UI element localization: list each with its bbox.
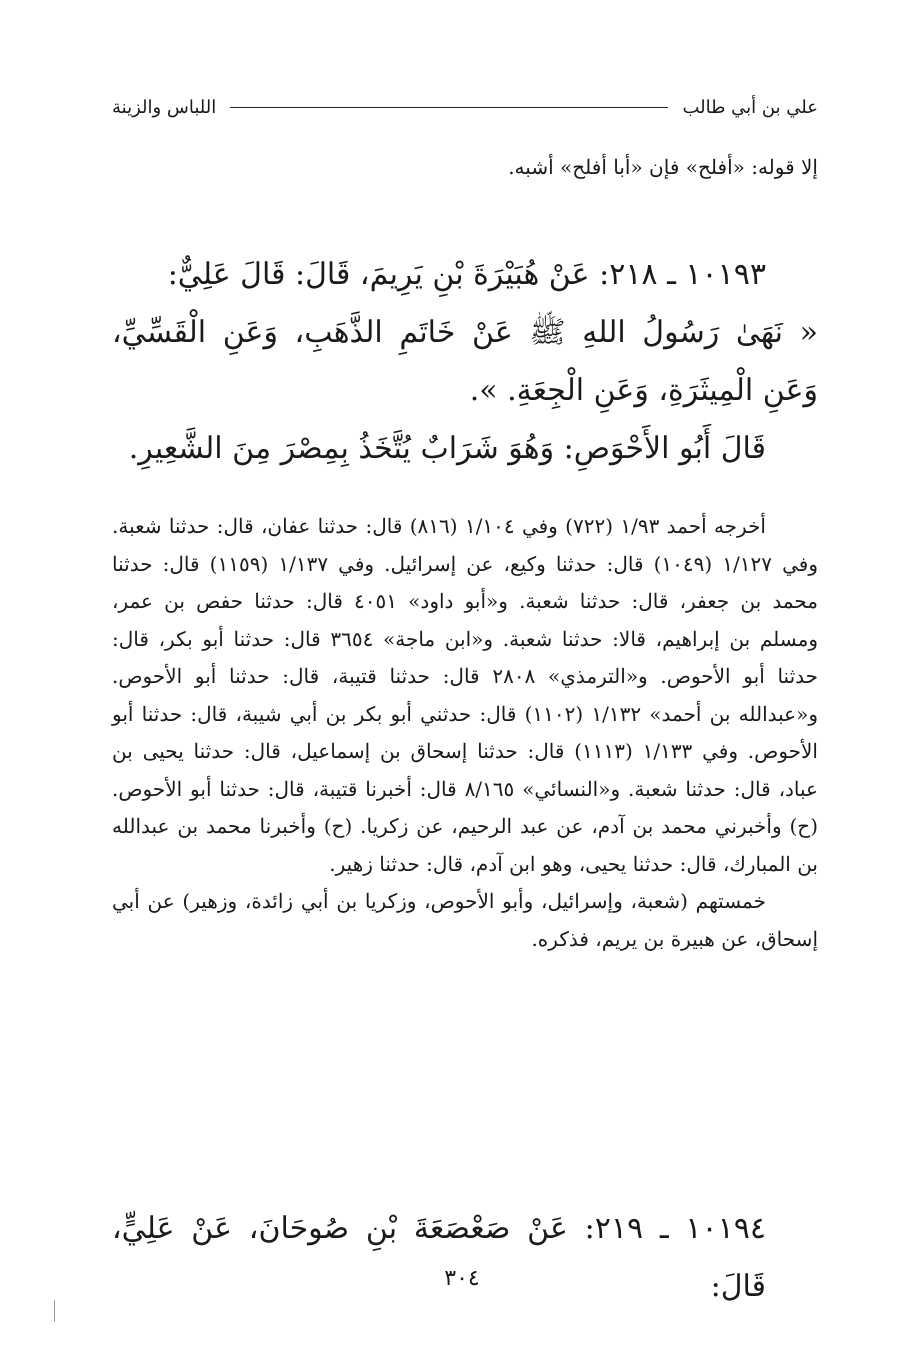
takhrij-paragraph-2: خمستهم (شعبة، وإسرائيل، وأبو الأحوص، وزكريا بن أبي زائدة، وزهير) عن أبي إسحاق، عن هبيرة بن يريم، فذكره.	[112, 889, 818, 951]
header-author: علي بن أبي طالب	[682, 96, 818, 118]
running-header	[112, 92, 818, 122]
hadith-10193-commentary: قَالَ أَبُو الأَحْوَصِ: وَهُوَ شَرَابٌ يُتَّخَذُ بِمِصْرَ مِنَ الشَّعِيرِ.	[128, 431, 766, 466]
hadith-10193-chain: ١٠١٩٣ ـ ٢١٨: عَنْ هُبَيْرَةَ بْنِ يَرِيمَ، قَالَ: قَالَ عَلِيٌّ:	[167, 257, 766, 292]
hadith-10194	[112, 1200, 818, 1316]
hadith-10194-chain: ١٠١٩٤ ـ ٢١٩: عَنْ صَعْصَعَةَ بْنِ صُوحَانَ، عَنْ عَلِيٍّ، قَالَ:	[112, 1211, 766, 1304]
intro-line: إلا قوله: «أفلح» فإن «أبا أفلح» أشبه.	[508, 155, 818, 179]
page-number: ٣٠٤	[444, 1266, 480, 1291]
header-rule	[230, 107, 668, 108]
scan-margin-mark	[54, 1300, 55, 1322]
takhrij-notes	[112, 508, 818, 958]
hadith-10193-text: « نَهَىٰ رَسُولُ اللهِ ﷺ عَنْ خَاتَمِ الذَّهَبِ، وَعَنِ الْقَسِّيِّ، وَعَنِ الْمِيثَرَةِ، وَعَنِ الْجِعَةِ. ».	[112, 315, 818, 408]
header-topic: اللباس والزينة	[112, 96, 217, 118]
hadith-10193	[112, 246, 818, 478]
takhrij-paragraph-1: أخرجه أحمد ١/٩٣ (٧٢٢) وفي ١/١٠٤ (٨١٦) قال: حدثنا عفان، قال: حدثنا شعبة. وفي ١/١٢٧ (١٠٤٩) قال: حدثنا وكيع، عن إسرائيل. وفي ١/١٣٧ (١١٥٩) قال: حدثنا محمد بن جعفر، قال: حدثنا شعبة. و«أبو داود» ٤٠٥١ قال: حدثنا حفص بن عمر، ومسلم بن إبراهيم، قالا: حدثنا شعبة. و«ابن ماجة» ٣٦٥٤ قال: حدثنا أبو بكر، قال: حدثنا أبو الأحوص. و«الترمذي» ٢٨٠٨ قال: حدثنا قتيبة، قال: حدثنا أبو الأحوص. و«عبدالله بن أحمد» ١/١٣٢ (١١٠٢) قال: حدثني أبو بكر بن أبي شيبة، قال: حدثنا أبو الأحوص. وفي ١/١٣٣ (١١١٣) قال: حدثنا إسحاق بن إسماعيل، قال: حدثنا يحيى بن عباد، قال: حدثنا شعبة. و«النسائي» ٨/١٦٥ قال: أخبرنا قتيبة، قال: حدثنا أبو الأحوص. (ح) وأخبرني محمد بن آدم، عن عبد الرحيم، عن زكريا. (ح) وأخبرنا محمد بن عبدالله بن المبارك، قال: حدثنا يحيى، وهو ابن آدم، قال: حدثنا زهير.	[112, 514, 819, 876]
